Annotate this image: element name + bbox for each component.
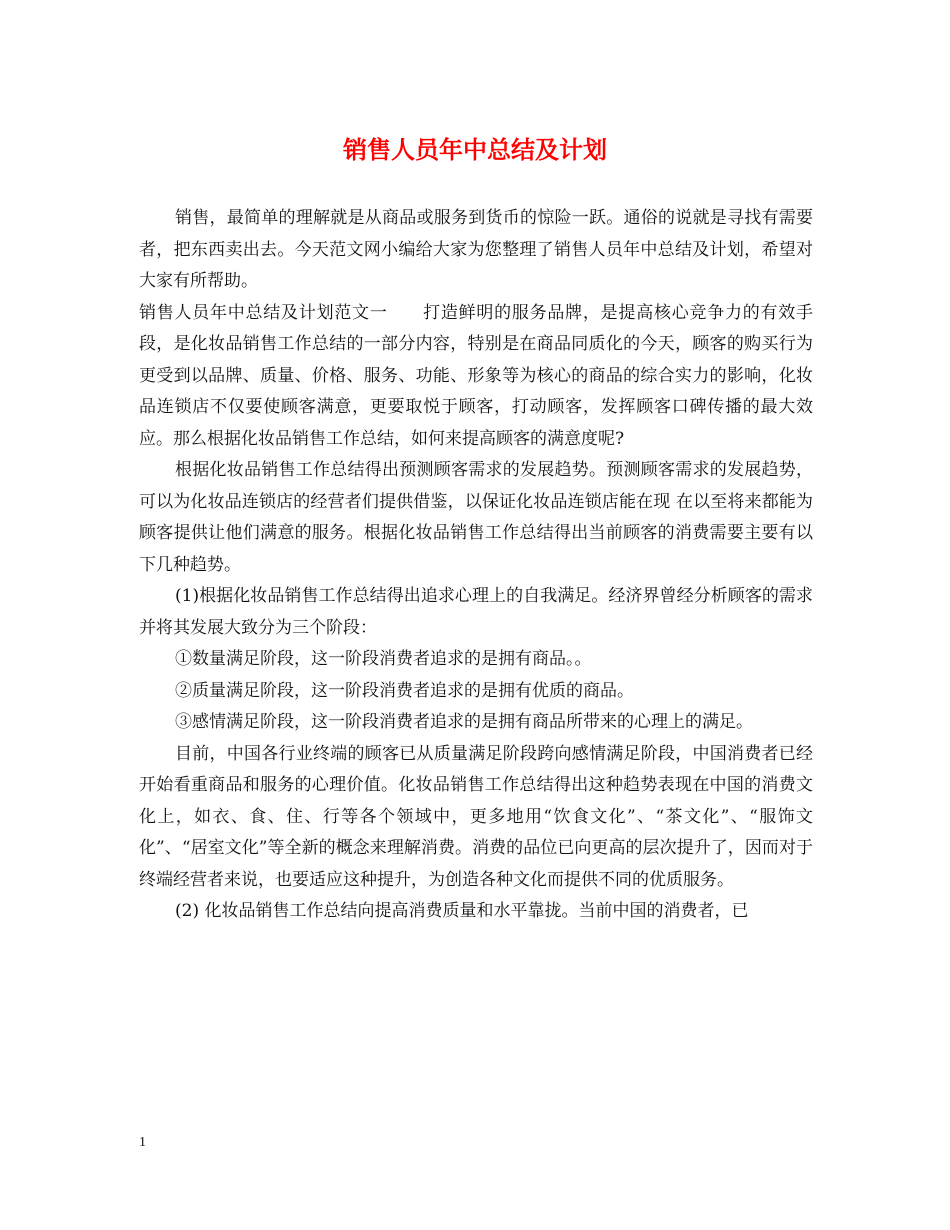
paragraph-stage-emotion: ③感情满足阶段，这一阶段消费者追求的是拥有商品所带来的心理上的满足。 [175, 712, 753, 732]
paragraph-stage-quantity: ①数量满足阶段，这一阶段消费者追求的是拥有商品。。 [175, 649, 592, 669]
paragraph-sample-one: 销售人员年中总结及计划范文一 打造鲜明的服务品牌，是提高核心竞争力的有效手段，是化妆品销售工作总结的一部分内容，特别是在商品同质化的今天，顾客的购买行为更受到以品牌、质量、价格、服务、功能、形象等为核心的商品的综合实力的影响，化妆品连锁店不仅要使顾客满意，更要取悦于顾客，打动顾客，发挥顾客口碑传播的最大效应。那么根据化妆品销售工作总结，如何来提高顾客的满意度呢? [139, 302, 813, 449]
paragraph-trend-forecast: 根据化妆品销售工作总结得出预测顾客需求的发展趋势。预测顾客需求的发展趋势，可以为化妆品连锁店的经营者们提供借鉴，以保证化妆品连锁店能在现 在以至将来都能为顾客提供让他们满意的服务。根据化妆品销售工作总结得出当前顾客的消费需要主要有以下几种趋势。 [139, 460, 813, 575]
page-number: 1 [139, 1135, 146, 1150]
paragraph-intro: 销售，最简单的理解就是从商品或服务到货币的惊险一跃。通俗的说就是寻找有需要者，把东西卖出去。今天范文网小编给大家为您整理了销售人员年中总结及计划，希望对大家有所帮助。 [139, 208, 813, 291]
paragraph-stage-quality: ②质量满足阶段，这一阶段消费者追求的是拥有优质的商品。 [175, 680, 634, 701]
paragraph-point-2: (2) 化妆品销售工作总结向提高消费质量和水平靠拢。当前中国的消费者，已 [175, 901, 749, 921]
page-title: 销售人员年中总结及计划 [343, 135, 607, 164]
document-body [139, 203, 813, 928]
paragraph-current-situation: 目前，中国各行业终端的顾客已从质量满足阶段跨向感情满足阶段，中国消费者已经开始看重商品和服务的心理价值。化妆品销售工作总结得出这种趋势表现在中国的消费文化上，如衣、食、住、行等各个领域中，更多地用“饮食文化”、“茶文化”、“服饰文化”、“居室文化”等全新的概念来理解消费。消费的品位已向更高的层次提升了，因而对于终端经营者来说，也要适应这种提升，为创造各种文化而提供不同的优质服务。 [139, 743, 813, 890]
paragraph-point-1: (1)根据化妆品销售工作总结得出追求心理上的自我满足。经济界曾经分析顾客的需求并将其发展大致分为三个阶段： [139, 586, 813, 638]
